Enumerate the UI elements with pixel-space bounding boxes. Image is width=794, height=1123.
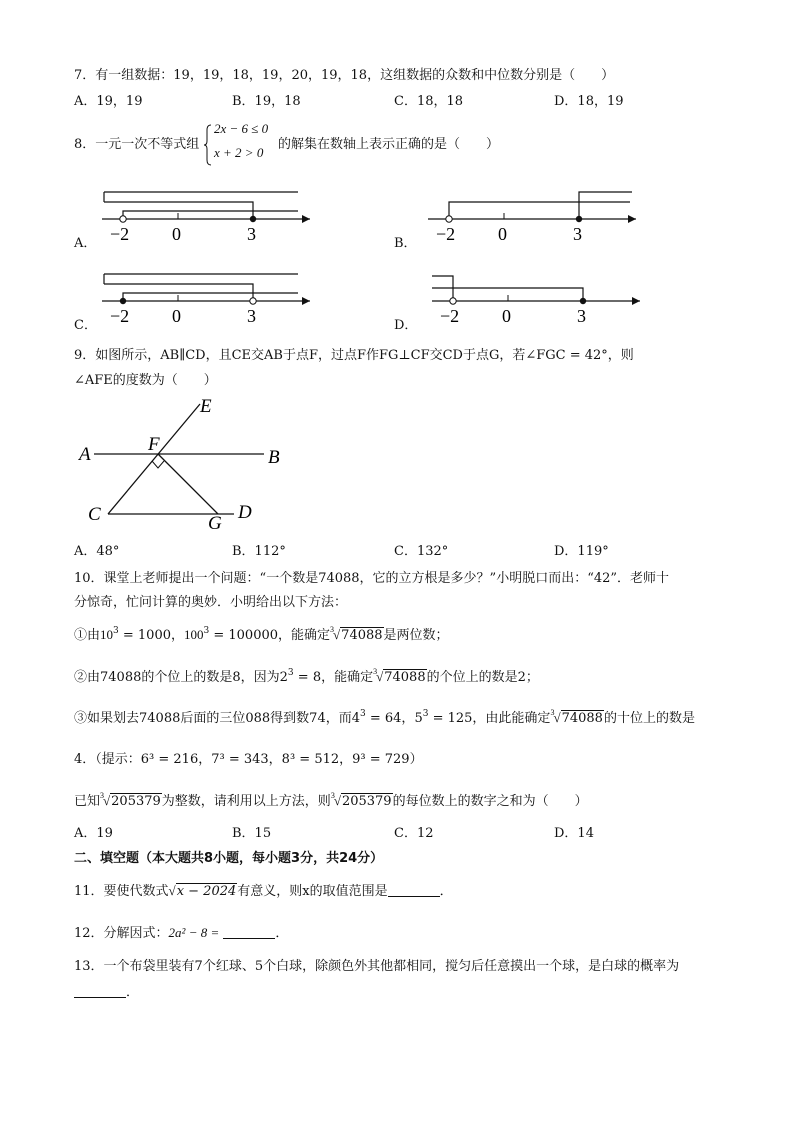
q7-options bbox=[74, 90, 714, 108]
label-G: G bbox=[208, 513, 222, 532]
q9-option-c: C．132° bbox=[394, 544, 449, 559]
tick-label-0: 0 bbox=[172, 224, 181, 244]
q10-stem-line1: 10．课堂上老师提出一个问题：“一个数是74088，它的立方根是多少？”小明脱口而出：“42”．老师十 bbox=[74, 571, 670, 586]
answer-blank bbox=[223, 926, 275, 939]
q10-step3: ③如果划去74088后面的三位088得到数74，而$4^3 = 64$，$5^3 = 125$，由此能确定$^3$√74088的十位上的数是 bbox=[74, 708, 695, 726]
q10-stem-line2: 分惊奇，忙问计算的奥妙．小明给出以下方法： bbox=[74, 595, 348, 610]
tick-label-0: 0 bbox=[502, 306, 511, 326]
tick-label-neg2: −2 bbox=[440, 306, 460, 326]
q7-option-a: A．19，19 bbox=[74, 94, 143, 109]
label-B: B bbox=[268, 447, 280, 468]
q10-question: 已知$^3$√205379为整数，请利用以上方法，则$^3$√205379的每位数上的数字之和为（ ） bbox=[74, 791, 588, 809]
q8-number-line-c bbox=[92, 266, 322, 328]
q8-number-line-b bbox=[418, 184, 648, 246]
q9-option-d: D．119° bbox=[554, 544, 609, 559]
q7-option-c: C．18，18 bbox=[394, 94, 464, 109]
tick-label-neg2: −2 bbox=[110, 224, 130, 244]
q9-option-a: A．48° bbox=[74, 544, 120, 559]
q8-number-line-a bbox=[92, 184, 322, 246]
q12: 12．分解因式：2a² − 8 = ． bbox=[74, 925, 289, 941]
q9-stem-line2: ∠AFE的度数为（ ） bbox=[74, 373, 217, 388]
q11: 11．要使代数式√x − 2024有意义，则x的取值范围是 ． bbox=[74, 883, 453, 899]
q8-option-d-label: D． bbox=[394, 318, 418, 333]
brace-icon bbox=[204, 124, 212, 166]
q7-option-d: D．18，19 bbox=[554, 94, 624, 109]
tick-label-3: 3 bbox=[247, 306, 256, 326]
label-C: C bbox=[88, 504, 101, 525]
label-A: A bbox=[79, 444, 91, 465]
tick-label-3: 3 bbox=[247, 224, 256, 244]
q9-geometry-figure bbox=[74, 390, 304, 532]
q9-stem-line1: 9．如图所示，AB∥CD，且CE交AB于点F，过点F作FG⊥CF交CD于点G，若∠FGC = 42°，则 bbox=[74, 348, 634, 363]
cube-root-icon: $^3$√ bbox=[550, 708, 561, 725]
q10-option-c: C．12 bbox=[394, 826, 434, 841]
q8-option-c-label: C． bbox=[74, 318, 97, 333]
q8-option-a-label: A． bbox=[74, 236, 97, 251]
q8-stem-suffix: 的解集在数轴上表示正确的是（ ） bbox=[278, 137, 500, 152]
q8-stem-prefix: 8．一元一次不等式组 bbox=[74, 137, 200, 152]
tick-label-0: 0 bbox=[498, 224, 507, 244]
q7-stem: 7．有一组数据：19，19，18，19，20，19，18，这组数据的众数和中位数分别是（ ） bbox=[74, 68, 615, 83]
q10-option-a: A．19 bbox=[74, 826, 113, 841]
q10-hint: 4．（提示：6³ = 216，7³ = 343，8³ = 512，9³ = 729） bbox=[74, 752, 423, 767]
cube-root-icon: $^3$√ bbox=[100, 791, 111, 808]
tick-label-0: 0 bbox=[172, 306, 181, 326]
q10-options bbox=[74, 822, 714, 840]
square-root-icon: √ bbox=[168, 883, 176, 898]
label-E: E bbox=[200, 396, 212, 417]
q10-step2: ②由74088的个位上的数是8，因为$2^3 = 8$，能确定$^3$√74088的个位上的数是2； bbox=[74, 667, 539, 685]
q8-inequality-1: 2x − 6 ≤ 0 bbox=[214, 121, 269, 136]
q10-option-d: D．14 bbox=[554, 826, 594, 841]
section-heading: 二、填空题（本大题共8小题，每小题3分，共24分） bbox=[74, 851, 384, 866]
tick-label-neg2: −2 bbox=[110, 306, 130, 326]
q13-stem: 13．一个布袋里装有7个红球、5个白球，除颜色外其他都相同，搅匀后任意摸出一个球，是白球的概率为 bbox=[74, 959, 680, 974]
answer-blank bbox=[74, 985, 126, 998]
cube-root-icon: $^3$√ bbox=[373, 667, 384, 684]
q8-number-line-d bbox=[422, 266, 652, 328]
tick-label-3: 3 bbox=[577, 306, 586, 326]
q9-options bbox=[74, 540, 714, 558]
q7-option-b: B．19，18 bbox=[232, 94, 301, 109]
tick-label-3: 3 bbox=[573, 224, 582, 244]
q10-option-b: B．15 bbox=[232, 826, 272, 841]
tick-label-neg2: −2 bbox=[436, 224, 456, 244]
answer-blank bbox=[388, 884, 440, 897]
q10-step1: ①由$10^3 = 1000$，$100^3 = 100000$，能确定$^3$√74088是两位数； bbox=[74, 625, 449, 643]
q8-option-b-label: B． bbox=[394, 236, 417, 251]
q9-option-b: B．112° bbox=[232, 544, 286, 559]
q13-answer: ． bbox=[74, 981, 139, 1000]
label-F: F bbox=[148, 434, 160, 455]
q8-inequality-2: x + 2 > 0 bbox=[214, 145, 264, 160]
label-D: D bbox=[238, 502, 252, 523]
cube-root-icon: $^3$√ bbox=[330, 625, 341, 642]
cube-root-icon: $^3$√ bbox=[330, 791, 341, 808]
